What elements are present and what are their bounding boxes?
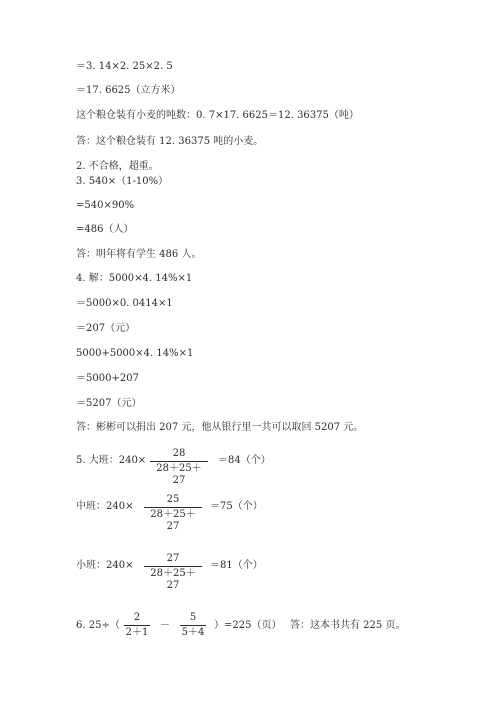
answer-q2: 2. 不合格，超重。 [76,161,159,172]
q5-small-prefix: 小班：240× [76,560,134,571]
q6-fraction-1 [124,612,150,639]
q5-mid-result: ＝75（个） [210,501,263,512]
q5-mid-prefix: 中班：240× [76,501,134,512]
q3-step2: =486（人） [76,224,134,235]
fraction-bar [144,507,202,508]
q4-step2: ＝207（元） [76,323,136,334]
fraction-denominator: 28＋25＋27 [150,568,196,591]
q4-total-step1: ＝5000+207 [76,373,139,384]
answer-q6: 答：这本书共有 225 页。 [290,620,406,631]
q6-suffix: ）=225（页） [214,620,282,631]
q4-total-step2: ＝5207（元） [76,398,142,409]
fraction-denominator: 2＋1 [125,627,149,638]
q5-small-result: ＝81（个） [210,560,263,571]
q4-expression: 4. 解：5000×4. 14%×1 [76,273,193,284]
step-volume-result: ＝17. 6625（立方米） [76,85,181,96]
q5-big-prefix: 5. 大班：240× [76,455,147,466]
fraction-bar [180,625,206,626]
step-wheat-tons: 这个粮仓装有小麦的吨数：0. 7×17. 6625＝12. 36375（吨） [76,110,359,121]
fraction-bar [124,625,150,626]
fraction-denominator: 28＋25＋27 [150,509,196,532]
q4-total-expression: 5000+5000×4. 14%×1 [76,348,194,359]
q6-fraction-2 [180,612,206,639]
q5-small-fraction [144,553,202,592]
fraction-bar [150,461,208,462]
q6-minus: － [160,620,170,631]
fraction-numerator: 27 [166,553,180,564]
fraction-numerator: 25 [166,494,180,505]
q3-step1: =540×90% [76,200,135,211]
fraction-denominator: 28＋25＋27 [156,463,202,486]
q4-step1: ＝5000×0. 0414×1 [76,298,173,309]
answer-q1: 答：这个粮仓装有 12. 36375 吨的小麦。 [76,136,264,147]
answer-q3: 答：明年将有学生 486 人。 [76,249,202,260]
q3-expression: 3. 540×（1-10%） [76,176,169,187]
fraction-numerator: 2 [133,612,141,623]
fraction-bar [144,566,202,567]
fraction-numerator: 5 [189,612,197,623]
fraction-denominator: 5＋4 [181,627,205,638]
answer-q4: 答：彬彬可以捐出 207 元，他从银行里一共可以取回 5207 元。 [76,422,364,433]
q5-mid-fraction [144,494,202,533]
fraction-numerator: 28 [172,448,186,459]
q5-big-result: ＝84（个） [218,455,271,466]
step-volume-expression: ＝3. 14×2. 25×2. 5 [76,61,173,72]
q6-prefix: 6. 25÷（ [76,620,120,631]
q5-big-fraction [150,448,208,487]
